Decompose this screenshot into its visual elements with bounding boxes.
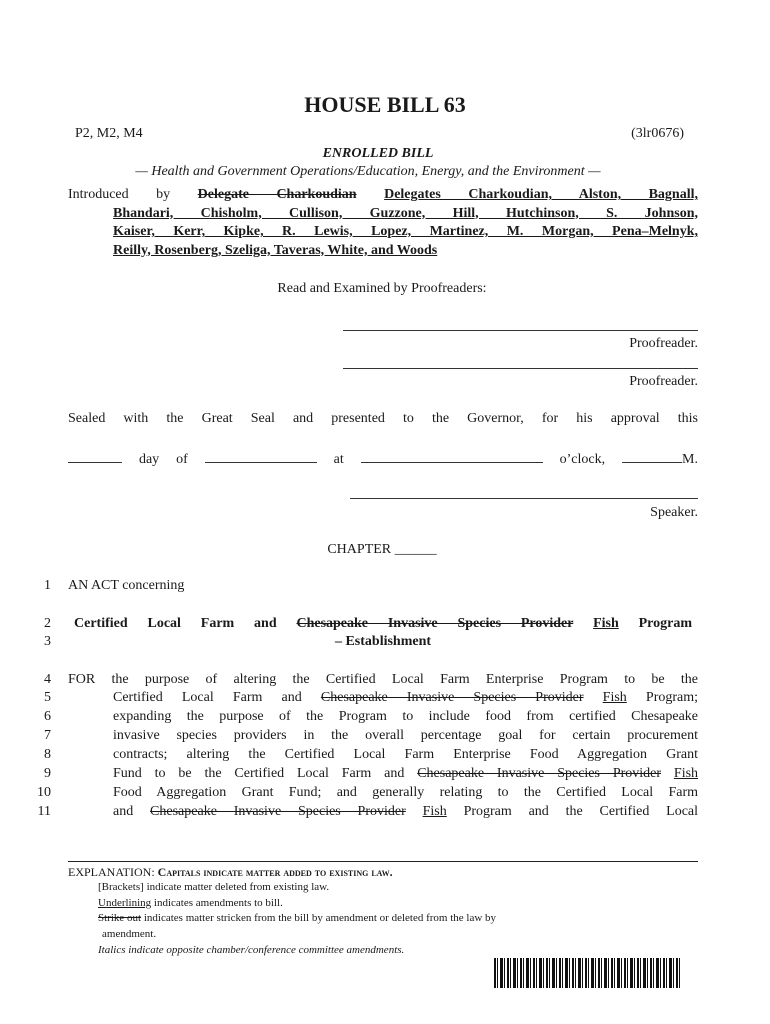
purpose-line: expanding the purpose of the Program to include food from certified Chesapeake <box>113 709 698 724</box>
sponsor-names-4: Reilly, Rosenberg, Szeliga, Taveras, White, and Woods <box>113 242 438 258</box>
legend-underlining-word: Underlining <box>98 897 152 909</box>
subject-codes: P2, M2, M4 <box>75 126 143 141</box>
legend-strike-text: indicates matter stricken from the bill by amendment or deleted from the law by <box>143 912 497 924</box>
legend-underlining-text: indicates amendments to bill. <box>153 897 283 909</box>
sponsor-names-1: Delegates Charkoudian, Alston, Bagnall, <box>384 187 698 202</box>
legend-strike-cont: amendment. <box>102 928 157 940</box>
title-struck-text: Chesapeake Invasive Species Provider <box>296 616 574 631</box>
explanation-label: EXPLANATION: <box>68 865 155 879</box>
footer-rule <box>68 861 698 862</box>
purpose-text: and <box>113 804 134 819</box>
act-title-line-1 <box>68 616 692 632</box>
proofreader-label-1: Proofreader. <box>629 336 698 351</box>
line-number: 1 <box>44 578 51 593</box>
speaker-label: Speaker. <box>650 505 698 520</box>
speaker-signature-line <box>350 498 698 499</box>
purpose-line: Food Aggregation Grant Fund; and generally relating to the Certified Local Farm <box>113 785 698 800</box>
title-text: Certified Local Farm and <box>74 616 277 631</box>
line-number: 5 <box>44 690 51 705</box>
line-number: 4 <box>44 672 51 687</box>
read-examined-label: Read and Examined by Proofreaders: <box>277 281 487 296</box>
introduced-by-label: Introduced by <box>68 187 171 202</box>
time-blank <box>361 450 543 463</box>
purpose-line: contracts; altering the Certified Local Farm Enterprise Food Aggregation Grant <box>113 747 698 762</box>
legend-italics: Italics indicate opposite chamber/conference committee amendments. <box>98 944 405 956</box>
legend-brackets-word: [Brackets] <box>98 881 144 893</box>
title-text: Program <box>638 616 692 631</box>
act-title-line-2: – Establishment <box>334 634 432 649</box>
line-number: 9 <box>44 766 51 781</box>
proofreader-label-2: Proofreader. <box>629 374 698 389</box>
at-label: at <box>333 452 344 467</box>
purpose-inserted-text: Fish <box>602 690 627 705</box>
purpose-line: FOR the purpose of altering the Certified Local Farm Enterprise Program to be the <box>68 672 698 687</box>
proofreader-signature-line-1 <box>343 330 698 331</box>
line-number: 6 <box>44 709 51 724</box>
struck-sponsor: Delegate Charkoudian <box>197 187 357 202</box>
meridiem-group <box>622 450 698 468</box>
day-label: day <box>138 452 160 467</box>
oclock-label: o’clock, <box>559 452 606 467</box>
purpose-text: Program and the Certified Local <box>463 804 699 819</box>
purpose-text: Certified Local Farm and <box>113 690 302 705</box>
chapter-label: CHAPTER ______ <box>327 542 437 557</box>
sponsors-line-1 <box>68 186 698 205</box>
committee-line: — Health and Government Operations/Education, Energy, and the Environment — <box>135 164 601 179</box>
purpose-line <box>113 766 698 782</box>
legend-strike <box>98 911 496 927</box>
title-inserted-text: Fish <box>593 616 619 631</box>
explanation-capitals: Capitals indicate matter added to existing law. <box>157 865 393 879</box>
enrolled-label: ENROLLED BILL <box>322 146 434 161</box>
barcode <box>494 958 680 988</box>
m-label: M. <box>682 452 698 467</box>
sealed-sentence: Sealed with the Great Seal and presented to the Governor, for his approval this <box>68 411 698 426</box>
of-label: of <box>176 452 188 467</box>
legend-brackets-text: indicate matter deleted from existing law. <box>146 881 330 893</box>
approval-date-row <box>68 450 698 468</box>
act-concerning: AN ACT concerning <box>68 578 185 593</box>
meridiem-blank <box>622 450 682 463</box>
drafting-reference: (3lr0676) <box>631 126 684 141</box>
purpose-struck-text: Chesapeake Invasive Species Provider <box>417 766 662 781</box>
purpose-inserted-text: Fish <box>673 766 699 781</box>
purpose-struck-text: Chesapeake Invasive Species Provider <box>320 690 584 705</box>
proofreader-signature-line-2 <box>343 368 698 369</box>
line-number: 11 <box>37 804 51 819</box>
line-number: 3 <box>44 634 51 649</box>
explanation-heading <box>68 865 393 880</box>
purpose-inserted-text: Fish <box>422 804 447 819</box>
month-blank <box>205 450 317 463</box>
purpose-text: Program; <box>645 690 699 705</box>
sponsor-names-2: Bhandari, Chisholm, Cullison, Guzzone, Hill, Hutchinson, S. Johnson, <box>113 205 698 221</box>
line-number: 2 <box>44 616 51 631</box>
purpose-line <box>113 690 698 706</box>
legend-brackets <box>98 880 329 896</box>
day-number-blank <box>68 450 122 463</box>
bill-title: HOUSE BILL 63 <box>304 92 466 117</box>
line-number: 8 <box>44 747 51 762</box>
purpose-struck-text: Chesapeake Invasive Species Provider <box>150 804 406 819</box>
line-number: 7 <box>44 728 51 743</box>
purpose-text: Fund to be the Certified Local Farm and <box>113 766 405 781</box>
line-number: 10 <box>37 785 51 800</box>
legend-strike-word: Strike out <box>98 912 142 924</box>
purpose-line <box>113 804 698 820</box>
sponsors-block <box>68 186 698 260</box>
purpose-line: invasive species providers in the overall percentage goal for certain procurement <box>113 728 698 743</box>
legend-underlining <box>98 896 283 912</box>
sponsor-names-3: Kaiser, Kerr, Kipke, R. Lewis, Lopez, Martinez, M. Morgan, Pena–Melnyk, <box>113 224 698 239</box>
